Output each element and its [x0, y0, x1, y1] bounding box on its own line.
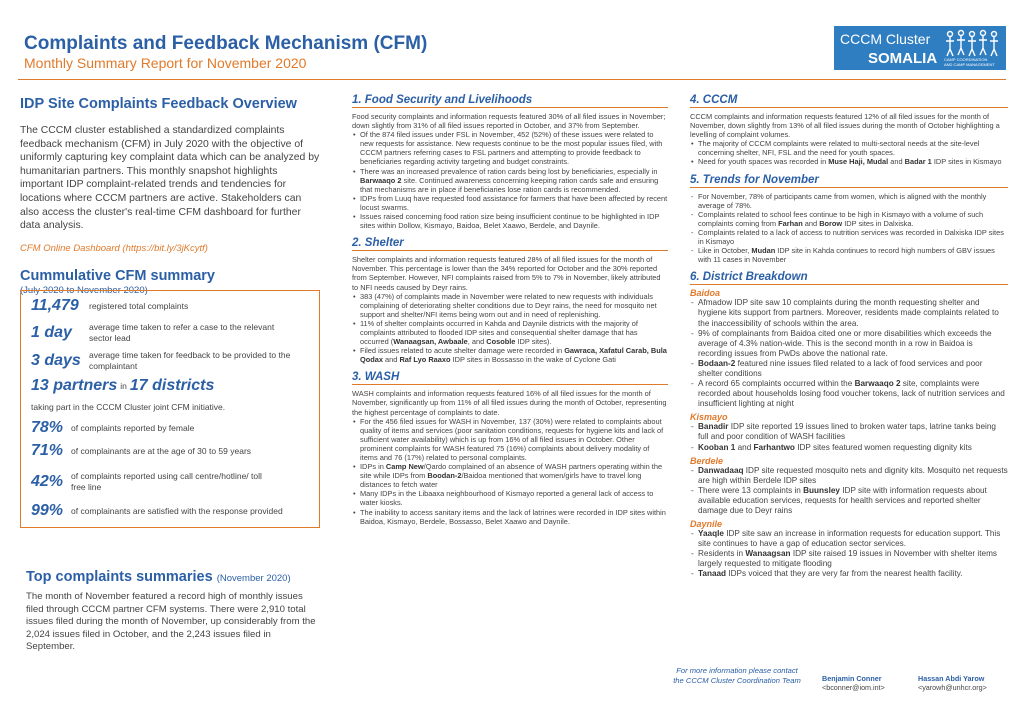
trends-bullets — [690, 192, 1008, 265]
stat-partners-label: taking part in the CCCM Cluster joint CFM initiative. — [31, 402, 226, 412]
kismayo-bullet-2 — [690, 443, 1008, 453]
baidoa-bullet-3-site: Bodaan-2 — [698, 358, 736, 368]
wash-bullet-3: • Many IDPs in the Libaaxa neighbourhood of Kismayo reported a general lack of access to water kiosks. — [352, 489, 668, 507]
footer-contact-note: For more information please contact the CCCM Cluster Coordination Team — [673, 666, 801, 685]
cccm-bullet-2-sites: Muse Haji, Mudal — [828, 157, 889, 167]
stat-feedback — [31, 350, 309, 371]
report-header — [0, 0, 1024, 82]
footer-contact-person-2 — [918, 674, 987, 693]
food-bullet-2-c: site. Continued awareness concerning keeping ration cards safe and ensuring that mechanisms are in place if beneficiaries lose ration cards is recommended. — [360, 175, 659, 194]
stat-total — [31, 297, 188, 315]
stat-age — [31, 442, 251, 460]
district-berdele-heading: Berdele — [690, 455, 724, 466]
shelter-bullet-1: • 383 (47%) of complaints made in November were related to new requests with individuals complaining of deteriorating shelter conditions due to Deyr rains, the need for mosquito net support and shelter/NFI items being worn out and in need of replenishing. — [352, 292, 668, 319]
food-bullet-2-site: Barwaaqo 2 — [360, 175, 402, 185]
stat-female-label: of complaints reported by female — [71, 422, 195, 433]
wash-heading: 3. WASH — [352, 371, 668, 385]
shelter-bullet-3-site2: Raf Lyo Raaxo — [399, 355, 451, 365]
shelter-bullet-3-a: Filed issues related to acute shelter damage were recorded in — [360, 346, 565, 356]
wash-bullet-1: • For the 456 filed issues for WASH in November, 137 (30%) were related to complaints about quality of items and services (poor sanitation conditions, requests for hygiene kits and lack of sufficient water availability) which is up from 16% of all filed issues in October. Other prominent complaints for WASH featured 75 (16%) complaints about delivery modality of items and 76 (17%) related to personal complaints. — [352, 417, 668, 462]
stat-female — [31, 419, 194, 437]
overview-column — [20, 96, 320, 296]
baidoa-bullet-2: - 9% of complainants from Baidoa cited one or more disabilities which exceeds the average of 4.3% nation-wide. This is the second month in a row in Baidoa is recording issues from PwDs above the national rate. — [690, 329, 1008, 359]
shelter-bullet-2-site2: Cosoble — [486, 337, 516, 347]
berdele-bullet-1-b: IDP site requested mosquito nets and dignity kits. Mosquito net requests are high within Berdele IDP sites — [698, 465, 1008, 485]
district-heading: 6. District Breakdown — [690, 271, 1008, 285]
shelter-bullet-3 — [352, 346, 668, 364]
shelter-bullet-3-sites: Gawraca, Xafatul Carab, Bula Qodax — [360, 346, 667, 365]
top-complaints-title: Top complaints summaries — [26, 569, 213, 585]
trends-bullet-4 — [690, 246, 1008, 264]
berdele-bullet-2-c: IDP site with information requests about available education services, requests for health services and reported shelter damage due to Deyr rains — [698, 485, 987, 515]
daynile-bullet-1-b: IDP site saw an increase in information requests for education support. This site continues to have a gap of education sector services. — [698, 529, 1001, 549]
district-baidoa-heading: Baidoa — [690, 288, 721, 299]
daynile-bullet-3 — [690, 569, 1008, 579]
trends-heading: 5. Trends for November — [690, 174, 1008, 188]
shelter-bullet-2-a: 11% of shelter complaints occurred in Kahda and Daynile districts with the majority of complaints attributed to flooded IDP sites and consequential shelter damage that has occurred ( — [360, 318, 638, 347]
trends-bullet-2-e: IDP sites in Dalxiska. — [842, 218, 914, 228]
district-kismayo-bullets — [690, 422, 1008, 452]
top-complaints-body: The month of November featured a record high of monthly issues filed through CCCM partner CFM systems. There were 2,910 total issues filed during the month of November, up considerably from the 2,024 issues filed in October, and the 2,243 issues filed in September. — [26, 591, 316, 653]
wash-bullet-4: • The inability to access sanitary items and the lack of latrines were recorded in IDP sites within Baidoa, Kismayo, Berdele, Bossasso, Belet Xaawo and Daynile. — [352, 508, 668, 526]
section-district-breakdown — [690, 271, 1008, 579]
daynile-bullet-1 — [690, 529, 1008, 549]
district-kismayo-heading: Kismayo — [690, 412, 728, 423]
shelter-bullet-3-c: and — [383, 355, 400, 365]
trends-bullet-2-site2: Borow — [819, 218, 843, 228]
summary-stats-box — [20, 290, 320, 528]
food-heading: 1. Food Security and Livelihoods — [352, 94, 668, 108]
stat-refer-label: average time taken to refer a case to the relevant sector lead — [89, 322, 275, 343]
wash-bullets — [352, 417, 668, 526]
district-berdele-bullets — [690, 466, 1008, 516]
summary-heading: Cummulative CFM summary — [20, 267, 215, 284]
footer-contact-person-1 — [822, 674, 885, 693]
food-bullet-2 — [352, 167, 668, 194]
stat-refer-number: 1 day — [31, 323, 72, 341]
brand-logo-caption — [944, 57, 995, 67]
summary-period: (July 2020 to November 2020) — [20, 284, 148, 296]
cccm-heading: 4. CCCM — [690, 94, 1008, 108]
daynile-bullet-3-site: Tanaad — [698, 569, 727, 579]
cccm-bullet-2-c: and — [888, 157, 905, 167]
brand-logo-caption-line2: AND CAMP MANAGEMENT — [944, 62, 995, 67]
baidoa-bullet-3-b: featured nine issues filed related to a lack of food services and poor shelter conditions — [698, 358, 983, 378]
stat-total-label: registered total complaints — [89, 300, 189, 311]
cccm-bullets — [690, 139, 1008, 166]
baidoa-bullet-4-site: Barwaaqo 2 — [854, 379, 901, 389]
wash-intro: WASH complaints and information requests featured 16% of all filed issues for the month of November, significantly up from 11% of all filed issues during the month of October, representing the highest percentage of complaints to date. — [352, 389, 667, 417]
wash-bullet-2-e: /Baidoa mentioned that women/girls have to travel long distances to fetch water — [360, 471, 642, 490]
district-daynile-bullets — [690, 529, 1008, 579]
brand-logo-caption-line1: CAMP COORDINATION — [944, 57, 988, 62]
kismayo-bullet-1-site: Banadir — [698, 422, 729, 432]
stat-total-number: 11,479 — [31, 297, 79, 314]
wash-bullet-2-site: Camp New — [385, 462, 424, 472]
food-bullet-3: • IDPs from Luuq have requested food assistance for farmers that have been affected by recent locust swarms. — [352, 194, 668, 212]
daynile-bullet-1-site: Yaaqle — [698, 529, 724, 539]
food-bullets — [352, 130, 668, 230]
stat-call-label: of complaints reported using call centre/hotline/ toll free line — [71, 471, 262, 492]
overview-body: The CCCM cluster established a standardized complaints feedback mechanism (CFM) in July 2020 with the objective of uniformly capturing key complaint data which can be analyzed by humanitarian partners. This monthly snapshot highlights important IDP complaint-related trends and tendencies for locations where CCCM partners are active. Stakeholders can also access the cluster's real-time CFM dashboard for further data analysis. — [20, 125, 320, 232]
stat-feedback-number: 3 days — [31, 351, 81, 369]
baidoa-bullet-3 — [690, 359, 1008, 379]
cccm-brand-banner — [834, 26, 1006, 70]
sectors-column-left — [352, 94, 668, 533]
berdele-bullet-2-a: There were 13 complaints in — [698, 485, 804, 495]
daynile-bullet-2-a: Residents in — [698, 549, 746, 559]
stat-call — [31, 471, 276, 492]
wash-bullet-2-a: IDPs in — [360, 462, 386, 472]
berdele-bullet-1-site: Danwadaaq — [698, 465, 744, 475]
shelter-bullet-2-c: , and — [467, 337, 487, 347]
wash-bullet-2-c: /Qardo complained of an absence of WASH partners operating within the site while IDPs from — [360, 462, 663, 481]
food-bullet-1: • Of the 874 filed issues under FSL in November, 452 (52%) of these issues were related to new requests for assistance. New requests continue to be the most popular issues filed, with CCCM partners referring cases to FSL partners and attempting to provide feedback to beneficiaries regarding activity targeting and budget constraints. — [352, 130, 668, 166]
stat-districts-number: 17 districts — [129, 377, 215, 394]
shelter-intro: Shelter complaints and information requests featured 28% of all filed issues for the month of November. This percentage is lower than the 34% reported for October and the 30% reported from September. However, NFI complaints raised from 5% to 7% in November, likely attributed to NFI needs caused by Deyr rains. — [352, 255, 661, 292]
kismayo-bullet-2-d: IDP sites featured women requesting dignity kits — [794, 442, 972, 452]
trends-bullet-2-site: Farhan — [778, 218, 803, 228]
kismayo-bullet-2-site2: Farhantwo — [753, 442, 795, 452]
section-cccm — [690, 94, 1008, 167]
trends-bullet-4-a: Like in October, — [698, 246, 752, 256]
header-divider — [18, 79, 1006, 80]
wash-bullet-2-site2: Boodan-2 — [427, 471, 462, 481]
section-wash — [352, 371, 668, 525]
brand-country-label: SOMALIA — [868, 50, 938, 67]
contact-footer — [672, 666, 1008, 706]
daynile-bullet-2 — [690, 549, 1008, 569]
report-subtitle: Monthly Summary Report for November 2020 — [24, 55, 307, 71]
shelter-bullet-3-e: IDP sites in Bossasso in the wake of Cyclone Gati — [450, 355, 616, 365]
section-trends — [690, 174, 1008, 265]
sectors-column-right — [690, 94, 1008, 587]
cccm-bullet-1: • The majority of CCCM complaints were related to multi-sectoral needs at the site-level concerning shelter, NFI, FSL and the need for youth spaces. — [690, 139, 1008, 157]
baidoa-bullet-1: - Afmadow IDP site saw 10 complaints during the month requesting shelter and hygiene kits support from partners. Moreover, residents made complaints related to the inaccessibility of schools within the area. — [690, 298, 1008, 328]
top-complaints-heading — [26, 569, 291, 585]
wash-bullet-2 — [352, 462, 668, 489]
contact-2-name: Hassan Abdi Yarow — [918, 674, 985, 683]
cccm-bullet-2-site2: Badar 1 — [904, 157, 932, 167]
daynile-bullet-2-site: Wanaagsan — [745, 549, 791, 559]
stat-satisfied — [31, 502, 283, 520]
stat-satisfied-number: 99% — [31, 502, 64, 519]
stat-satisfied-label: of complainants are satisfied with the response provided — [71, 505, 283, 516]
shelter-bullet-2 — [352, 319, 668, 346]
trends-bullet-4-site: Mudan — [751, 246, 776, 256]
baidoa-bullet-4 — [690, 379, 1008, 409]
daynile-bullet-2-c: IDP site raised 19 issues in November with shelter items largely requested to mitigate flooding — [698, 549, 997, 569]
stat-partners-in: in — [120, 381, 127, 391]
contact-1-email[interactable]: <bconner@iom.int> — [822, 683, 885, 693]
top-complaints-period: (November 2020) — [216, 573, 291, 584]
baidoa-bullet-4-a: A record 65 complaints occurred within the — [698, 379, 855, 389]
district-daynile-heading: Daynile — [690, 519, 723, 530]
section-food-security — [352, 94, 668, 230]
food-intro: Food security complaints and information requests featured 30% of all filed issues in November; down slightly from 31% of all filed issues reported in October, and 37% from September. — [352, 112, 666, 131]
cccm-bullet-2 — [690, 157, 1008, 166]
stat-call-number: 42% — [31, 472, 64, 490]
cccm-bullet-2-e: IDP sites in Kismayo — [931, 157, 1002, 167]
district-baidoa-bullets — [690, 298, 1008, 409]
kismayo-bullet-1 — [690, 422, 1008, 442]
dashboard-link[interactable]: CFM Online Dashboard (https://bit.ly/3jKcytf) — [20, 242, 208, 254]
report-title: Complaints and Feedback Mechanism (CFM) — [24, 33, 428, 54]
shelter-bullets — [352, 292, 668, 365]
brand-cluster-label: CCCM Cluster — [840, 31, 931, 47]
daynile-bullet-3-b: IDPs voiced that they are very far from the nearest health facility. — [726, 569, 963, 579]
baidoa-bullet-4-c: site, complaints were recorded about households losing food voucher tokens, lack of nutrition services and insufficient lighting at night — [698, 379, 1005, 409]
shelter-heading: 2. Shelter — [352, 237, 668, 251]
stat-partners-number: 13 partners — [31, 377, 118, 394]
berdele-bullet-2 — [690, 486, 1008, 516]
trends-bullet-2-a: Complaints related to school fees continue to be high in Kismayo with a volume of such complaints coming from — [698, 209, 984, 228]
food-bullet-4: • Issues raised concerning food ration size being insufficient continue to be highlighted in IDP sites within Dollow, Kismayo, Baidoa, Belet Xaawo, Berdele, and Daynile. — [352, 212, 668, 230]
food-bullet-2-a: There was an increased prevalence of ration cards being lost by beneficiaries, especially in — [360, 166, 658, 176]
section-shelter — [352, 237, 668, 364]
kismayo-bullet-2-site: Kooban 1 — [698, 442, 736, 452]
trends-bullet-4-c: IDP site in Kahda continues to record high numbers of GBV issues with 11 cases in November — [698, 246, 995, 265]
stat-feedback-label: average time taken for feedback to be provided to the complaintant — [89, 350, 291, 371]
stat-age-number: 71% — [31, 442, 64, 459]
stat-partners — [31, 377, 214, 395]
trends-bullet-3: - Complaints related to a lack of access to nutrition services was recorded in Dalxiska IDP sites in Kismayo — [690, 228, 1008, 246]
kismayo-bullet-1-b: IDP site reported 19 issues lined to broken water taps, latrine tanks being full and poor condition of WASH facilities — [698, 422, 996, 442]
trends-bullet-2 — [690, 210, 1008, 228]
kismayo-bullet-2-b: and — [735, 442, 754, 452]
trends-bullet-1: - For November, 78% of participants came from women, which is aligned with the monthly average of 78%. — [690, 192, 1008, 210]
berdele-bullet-1 — [690, 466, 1008, 486]
trends-bullet-2-c: and — [802, 218, 820, 228]
stat-refer — [31, 322, 299, 343]
contact-1-name: Benjamin Conner — [822, 674, 882, 683]
shelter-bullet-2-e: IDP sites). — [515, 337, 552, 347]
contact-2-email[interactable]: <yarowh@unhcr.org> — [918, 683, 987, 693]
overview-heading: IDP Site Complaints Feedback Overview — [20, 96, 297, 112]
berdele-bullet-2-site: Buunsley — [803, 485, 840, 495]
stat-female-number: 78% — [31, 419, 64, 436]
shelter-bullet-2-sites: Wanaagsan, Awbaale — [393, 337, 468, 347]
cccm-bullet-2-a: Need for youth spaces was recorded in — [698, 157, 829, 167]
stat-age-label: of complainants are at the age of 30 to 59 years — [71, 445, 252, 456]
cccm-intro: CCCM complaints and information requests featured 12% of all filed issues for the month of November, down slightly from 13% of all filed issues during the month of October highlighting a levelling of complaint volumes. — [690, 112, 1000, 140]
